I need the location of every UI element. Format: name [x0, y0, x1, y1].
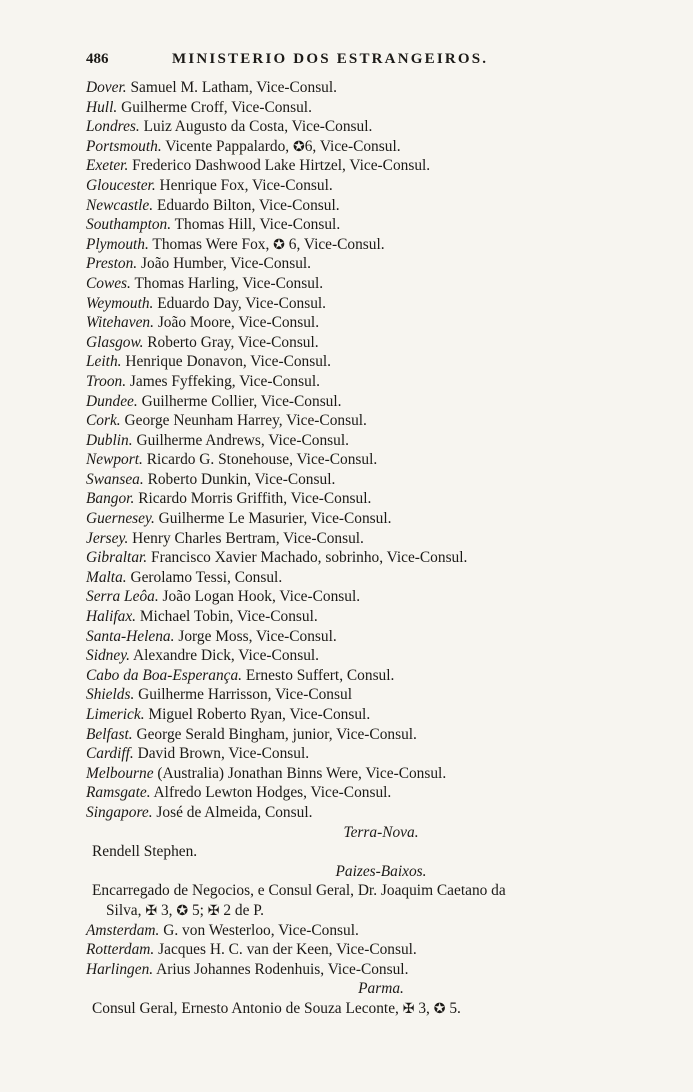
- entry-text: 5;: [191, 901, 204, 919]
- page-number: 486: [86, 51, 109, 67]
- list-item: [86, 274, 676, 294]
- cross-icon: ✠: [145, 903, 158, 919]
- entry-text: Guilherme Le Masurier, Vice-Consul.: [158, 510, 392, 528]
- entry-text: 3,: [418, 999, 430, 1017]
- place-name: Amsterdam.: [86, 921, 160, 939]
- entry-text: Ricardo Morris Griffith, Vice-Consul.: [138, 490, 372, 508]
- list-item: [86, 176, 676, 196]
- place-name: Cardiff.: [86, 745, 134, 763]
- list-item: [86, 137, 676, 157]
- place-name: Ramsgate.: [86, 784, 151, 802]
- list-item: [86, 450, 676, 470]
- entry-text: Ricardo G. Stonehouse, Vice-Consul.: [146, 451, 378, 469]
- place-name: Limerick.: [86, 706, 145, 723]
- list-item: [86, 646, 676, 666]
- list-item: [86, 196, 676, 216]
- entry-text: Thomas Harling, Vice-Consul.: [134, 274, 324, 292]
- list-item: [86, 509, 676, 529]
- place-name: Portsmouth.: [86, 137, 162, 155]
- entry-text: David Brown, Vice-Consul.: [137, 745, 310, 763]
- list-item: [86, 489, 676, 509]
- entry-text: Guilherme Andrews, Vice-Consul.: [136, 431, 349, 449]
- list-item: [86, 921, 676, 941]
- entry-text: Guilherme Collier, Vice-Consul.: [141, 392, 342, 410]
- paizes-baixos-consul-general-cont: [86, 901, 676, 921]
- place-name: Londres.: [86, 118, 140, 136]
- entry-text: José de Almeida, Consul.: [156, 803, 313, 821]
- place-name: Exeter.: [86, 157, 129, 175]
- place-name: Witehaven.: [86, 314, 154, 332]
- entry-text: Francisco Xavier Machado, sobrinho, Vice-Consul.: [151, 549, 468, 567]
- place-name: Newcastle.: [86, 196, 154, 214]
- entry-text: João Humber, Vice-Consul.: [141, 255, 312, 273]
- entry-text: Henrique Donavon, Vice-Consul.: [125, 353, 332, 371]
- order-star-icon: ✪: [433, 1001, 446, 1017]
- place-name: Glasgow.: [86, 333, 144, 351]
- entry-text: Thomas Hill, Vice-Consul.: [174, 216, 341, 234]
- entry-text: Henry Charles Bertram, Vice-Consul.: [132, 529, 364, 547]
- list-item: [86, 764, 676, 784]
- entry-text: Vicente Pappalardo,: [165, 137, 290, 155]
- entry-text: 6, Vice-Consul.: [288, 235, 385, 253]
- entry-text: Ernesto Suffert, Consul.: [245, 666, 395, 684]
- place-name: Bangor.: [86, 490, 135, 508]
- paizes-baixos-consul-general: Encarregado de Negocios, e Consul Geral, Dr. Joaquim Caetano da: [92, 882, 506, 900]
- list-item: [86, 431, 676, 451]
- place-name: Serra Leôa.: [86, 588, 159, 606]
- list-item: [86, 783, 676, 803]
- place-name: Plymouth.: [86, 235, 149, 253]
- list-item: [86, 411, 676, 431]
- list-item: [86, 470, 676, 490]
- place-name: Gloucester.: [86, 176, 156, 194]
- entry-text: Henrique Fox, Vice-Consul.: [159, 176, 333, 194]
- list-item: [86, 685, 676, 705]
- entry-text: Thomas Were Fox,: [152, 235, 270, 253]
- entry-text: Consul Geral, Ernesto Antonio de Souza Leconte,: [92, 999, 399, 1017]
- entry-text: Guilherme Harrisson, Vice-Consul: [138, 686, 352, 704]
- entry-text: Samuel M. Latham, Vice-Consul.: [130, 79, 338, 96]
- place-name: Cork.: [86, 412, 121, 430]
- list-item: [86, 313, 676, 333]
- place-name: Singapore.: [86, 803, 153, 821]
- list-item: [86, 333, 676, 353]
- list-item: [86, 587, 676, 607]
- place-name: Malta.: [86, 568, 127, 586]
- place-name: Dover.: [86, 79, 127, 96]
- place-name: Weymouth.: [86, 294, 154, 312]
- place-name: Halifax.: [86, 608, 137, 626]
- section-heading-paizes-baixos: Paizes-Baixos.: [335, 862, 427, 880]
- terra-nova-entry: Rendell Stephen.: [92, 843, 198, 861]
- entry-text: Frederico Dashwood Lake Hirtzel, Vice-Consul.: [132, 157, 431, 175]
- parma-consul-general: [86, 999, 676, 1019]
- list-item: [86, 666, 676, 686]
- place-name: Gibraltar.: [86, 549, 148, 567]
- entry-text: Roberto Dunkin, Vice-Consul.: [147, 470, 336, 488]
- entry-text: 3,: [160, 901, 173, 919]
- page-header: [86, 50, 566, 68]
- place-name: Melbourne: [86, 764, 154, 782]
- entry-text: Roberto Gray, Vice-Consul.: [147, 333, 319, 351]
- entry-text: George Neunham Harrey, Vice-Consul.: [124, 412, 367, 430]
- entry-text: Eduardo Day, Vice-Consul.: [157, 294, 327, 312]
- cross-icon: ✠: [207, 903, 220, 919]
- consul-list: [86, 78, 676, 1019]
- entry-text: Michael Tobin, Vice-Consul.: [139, 608, 318, 626]
- place-name: Belfast.: [86, 725, 133, 743]
- place-name: Harlingen.: [86, 960, 154, 978]
- list-item: [86, 940, 676, 960]
- list-item: [86, 803, 676, 823]
- entry-text: 6, Vice-Consul.: [304, 137, 401, 155]
- order-star-icon: ✪: [176, 903, 189, 919]
- order-star-icon: ✪: [293, 139, 305, 155]
- entry-text: Luiz Augusto da Costa, Vice-Consul.: [143, 118, 373, 136]
- list-item: [86, 568, 676, 588]
- section-heading-parma: Parma.: [358, 980, 404, 998]
- entry-text: Gerolamo Tessi, Consul.: [130, 568, 283, 586]
- place-name: Swansea.: [86, 470, 144, 488]
- list-item: [86, 529, 676, 549]
- list-item: [86, 725, 676, 745]
- list-item: [86, 254, 676, 274]
- list-item: [86, 78, 676, 98]
- place-name: Newport.: [86, 451, 143, 469]
- entry-text: 2 de P.: [223, 901, 265, 919]
- list-item: [86, 294, 676, 314]
- place-name: Dundee.: [86, 392, 138, 410]
- place-name: Shields.: [86, 686, 135, 704]
- entry-text: Jorge Moss, Vice-Consul.: [178, 627, 337, 645]
- entry-text: G. von Westerloo, Vice-Consul.: [163, 921, 359, 939]
- entry-text: Arius Johannes Rodenhuis, Vice-Consul.: [156, 960, 409, 978]
- place-name: Southampton.: [86, 216, 172, 234]
- place-name: Troon.: [86, 372, 127, 390]
- list-item: [86, 352, 676, 372]
- list-item: [86, 215, 676, 235]
- entry-text: George Serald Bingham, junior, Vice-Consul.: [136, 725, 417, 743]
- entry-text: Guilherme Croff, Vice-Consul.: [121, 98, 312, 116]
- list-item: [86, 98, 676, 118]
- entry-text: (Australia) Jonathan Binns Were, Vice-Consul.: [157, 764, 447, 782]
- entry-text: James Fyffeking, Vice-Consul.: [129, 372, 320, 390]
- entry-text: Miguel Roberto Ryan, Vice-Consul.: [148, 706, 371, 723]
- place-name: Jersey.: [86, 529, 129, 547]
- place-name: Hull.: [86, 98, 118, 116]
- entry-text: Eduardo Bilton, Vice-Consul.: [156, 196, 340, 214]
- list-item: [86, 117, 676, 137]
- place-name: Cabo da Boa-Esperança.: [86, 666, 243, 684]
- place-name: Cowes.: [86, 274, 131, 292]
- list-item: [86, 372, 676, 392]
- list-item: [86, 392, 676, 412]
- list-item: [86, 705, 676, 725]
- place-name: Dublin.: [86, 431, 133, 449]
- list-item: [86, 156, 676, 176]
- list-item: [86, 960, 676, 980]
- place-name: Leith.: [86, 353, 122, 371]
- list-item: [86, 235, 676, 255]
- list-item: [86, 607, 676, 627]
- order-star-icon: ✪: [273, 237, 285, 253]
- entry-text: Alfredo Lewton Hodges, Vice-Consul.: [153, 784, 392, 802]
- entry-text: João Moore, Vice-Consul.: [157, 314, 320, 332]
- place-name: Preston.: [86, 255, 138, 273]
- list-item: [86, 627, 676, 647]
- cross-icon: ✠: [402, 1001, 415, 1017]
- place-name: Santa-Helena.: [86, 627, 175, 645]
- entry-text: João Logan Hook, Vice-Consul.: [162, 588, 361, 606]
- list-item: [86, 744, 676, 764]
- section-heading-terra-nova: Terra-Nova.: [343, 823, 419, 841]
- entry-text: Jacques H. C. van der Keen, Vice-Consul.: [158, 941, 417, 959]
- list-item: [86, 548, 676, 568]
- entry-text: Silva,: [106, 901, 142, 919]
- place-name: Sidney.: [86, 647, 131, 665]
- place-name: Rotterdam.: [86, 941, 155, 959]
- place-name: Guernesey.: [86, 510, 155, 528]
- entry-text: 5.: [449, 999, 461, 1017]
- page-title: MINISTERIO DOS ESTRANGEIROS.: [172, 51, 489, 67]
- entry-text: Alexandre Dick, Vice-Consul.: [133, 647, 320, 665]
